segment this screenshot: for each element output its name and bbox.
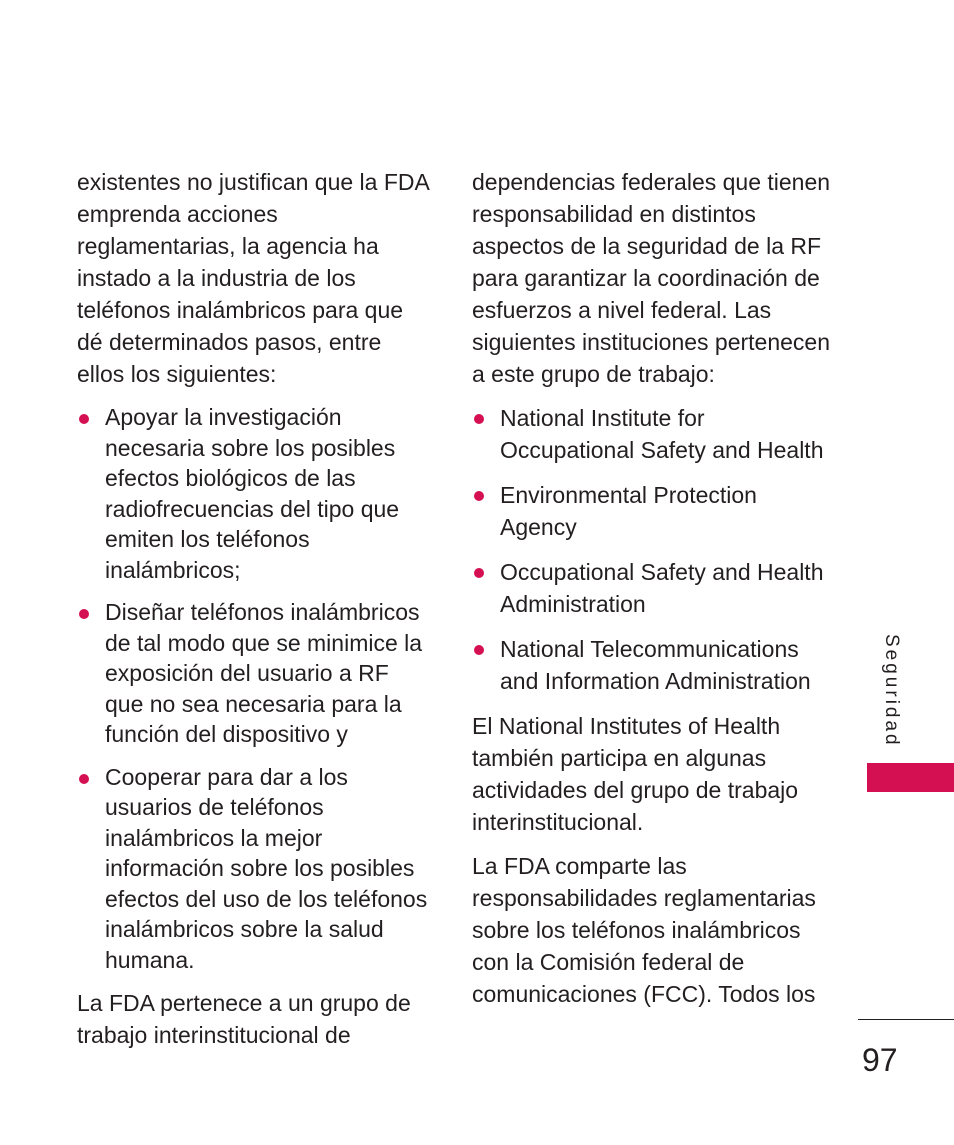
agency-bullet-list [472, 402, 832, 697]
list-item-text: National Institute for Occupational Safety and Health [500, 405, 824, 463]
bullet-icon [474, 645, 484, 655]
list-item-text: Apoyar la investigación necesaria sobre los posibles efectos biológicos de las radiofrecuencias del tipo que emiten los teléfonos inalámbricos; [105, 404, 400, 583]
bullet-icon [474, 491, 484, 501]
list-item [472, 479, 832, 543]
left-bullet-list [77, 402, 432, 975]
list-item-text: Cooperar para dar a los usuarios de teléfonos inalámbricos la mejor información sobre los posibles efectos del uso de los teléfonos inalámbricos sobre la salud humana. [105, 763, 428, 973]
bullet-icon [474, 414, 484, 424]
list-item [472, 633, 832, 697]
list-item [472, 556, 832, 620]
list-item-text: Environmental Protection Agency [500, 482, 757, 540]
bullet-icon [79, 609, 89, 619]
left-intro-paragraph: existentes no justifican que la FDA emprenda acciones reglamentarias, la agencia ha instado a la industria de los teléfonos inalámbricos para que dé determinados pasos, entre ellos los siguientes: [77, 169, 429, 387]
list-item [77, 762, 432, 976]
list-item-text: Diseñar teléfonos inalámbricos de tal modo que se minimice la exposición del usuario a RF que no sea necesaria para la función del dispositivo y [105, 599, 423, 747]
left-column [77, 166, 432, 1051]
list-item-text: National Telecommunications and Information Administration [500, 636, 811, 694]
list-item [472, 402, 832, 466]
list-item [77, 597, 432, 750]
right-intro-paragraph: dependencias federales que tienen responsabilidad en distintos aspectos de la seguridad de la RF para garantizar la coordinación de esfuerzos a nivel federal. Las siguientes instituciones pertenecen a este grupo de trabajo: [472, 169, 831, 387]
right-column [472, 166, 832, 1010]
bullet-icon [79, 414, 89, 424]
footer-divider [858, 1019, 954, 1020]
page-number: 97 [862, 1042, 898, 1078]
nih-paragraph: El National Institutes of Health también participa en algunas actividades del grupo de trabajo interinstitucional. [472, 713, 799, 835]
side-tab-label: Seguridad [881, 634, 902, 748]
left-closing-paragraph: La FDA pertenece a un grupo de trabajo interinstitucional de [77, 990, 411, 1048]
list-item-text: Occupational Safety and Health Administration [500, 559, 824, 617]
bullet-icon [474, 568, 484, 578]
side-tab-marker [867, 763, 954, 792]
bullet-icon [79, 774, 89, 784]
list-item [77, 402, 432, 585]
fcc-paragraph: La FDA comparte las responsabilidades reglamentarias sobre los teléfonos inalámbricos con la Comisión federal de comunicaciones (FCC). Todos los [472, 853, 816, 1007]
